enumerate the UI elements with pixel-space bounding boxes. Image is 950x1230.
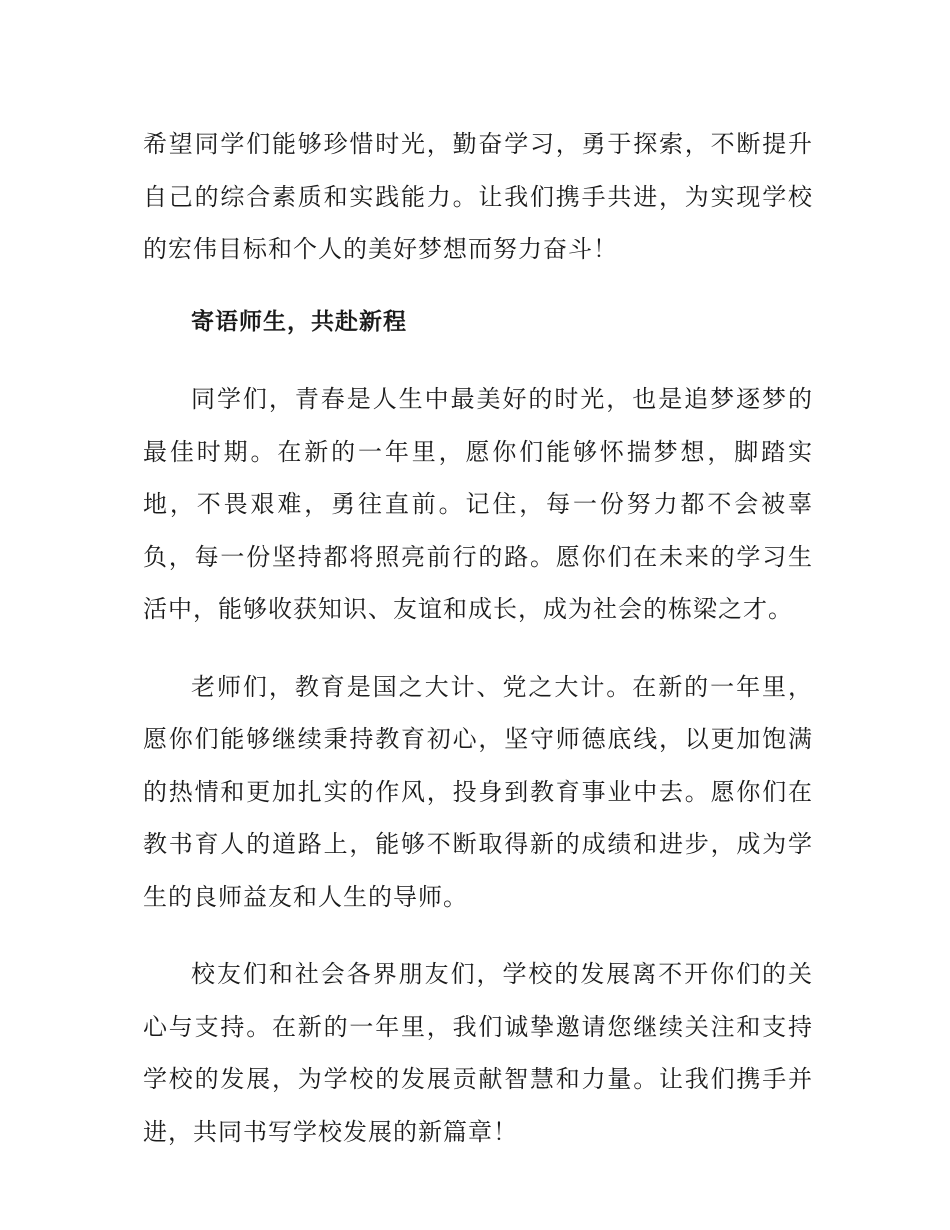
paragraph-continuation: 希望同学们能够珍惜时光，勤奋学习，勇于探索，不断提升自己的综合素质和实践能力。让我们携手共进，为实现学校的宏伟目标和个人的美好梦想而努力奋斗！ xyxy=(143,130,813,263)
paragraph-alumni: 校友们和社会各界朋友们，学校的发展离不开你们的关心与支持。在新的一年里，我们诚挚邀请您继续关注和支持学校的发展，为学校的发展贡献智慧和力量。让我们携手并进，共同书写学校发展的新篇章！ xyxy=(143,960,813,1146)
paragraph-students: 同学们，青春是人生中最美好的时光，也是追梦逐梦的最佳时期。在新的一年里，愿你们能够怀揣梦想，脚踏实地，不畏艰难，勇往直前。记住，每一份努力都不会被辜负，每一份坚持都将照亮前行的路。愿你们在未来的学习生活中，能够收获知识、友谊和成长，成为社会的栋梁之才。 xyxy=(143,385,813,623)
paragraph-teachers: 老师们，教育是国之大计、党之大计。在新的一年里，愿你们能够继续秉持教育初心，坚守师德底线，以更加饱满的热情和更加扎实的作风，投身到教育事业中去。愿你们在教书育人的道路上，能够不断取得新的成绩和进步，成为学生的良师益友和人生的导师。 xyxy=(143,672,813,911)
document-body xyxy=(143,118,813,1158)
section-heading: 寄语师生，共赴新程 xyxy=(191,308,407,335)
